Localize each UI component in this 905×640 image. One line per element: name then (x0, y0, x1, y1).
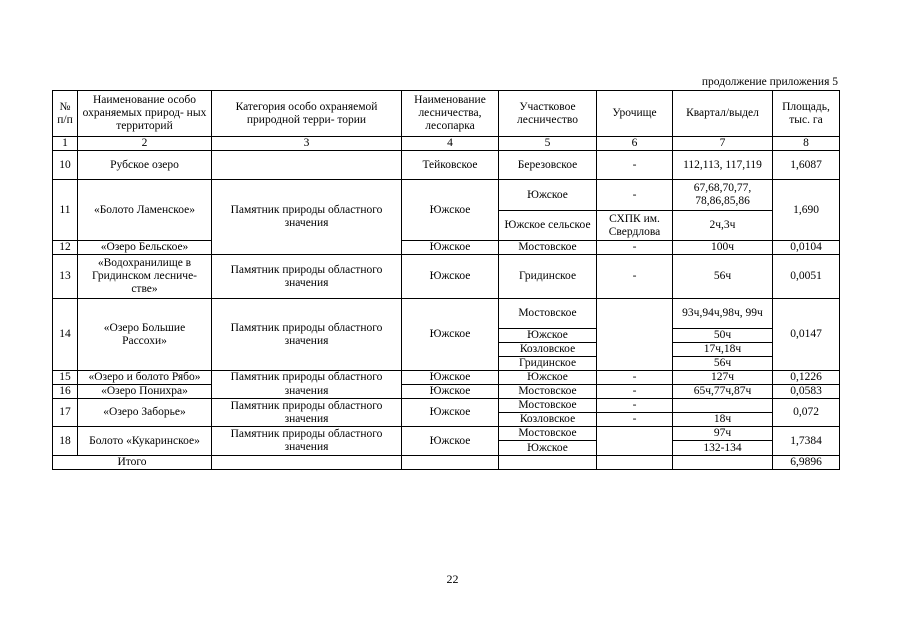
table-row (53, 180, 840, 211)
cell-area: 1,6087 (773, 151, 840, 180)
cell-tract: - (597, 255, 673, 299)
header-quarter: Квартал/выдел (673, 91, 773, 137)
total-empty (212, 456, 402, 470)
cell-area: 0,0104 (773, 241, 840, 255)
header-tract: Урочище (597, 91, 673, 137)
cell-category: значения (212, 385, 402, 399)
cell-district: Южское (499, 329, 597, 343)
cell-forestry: Южское (402, 371, 499, 385)
table-row (53, 371, 840, 385)
total-empty (499, 456, 597, 470)
cell-quarter: 112,113, 117,119 (673, 151, 773, 180)
cell-quarter: 50ч (673, 329, 773, 343)
header-row (53, 91, 840, 137)
cell-category: Памятник природы областного значения (212, 399, 402, 427)
cell-forestry: Южское (402, 385, 499, 399)
cell-category: Памятник природы областного (212, 371, 402, 385)
cell-quarter: 67,68,70,77, 78,86,85,86 (673, 180, 773, 211)
cell-district: Гридинское (499, 255, 597, 299)
cell-name: «Озеро Заборье» (78, 399, 212, 427)
cell-name: «Водохранилище в Гридинском лесниче- стве» (78, 255, 212, 299)
table-row (53, 151, 840, 180)
total-empty (597, 456, 673, 470)
cell-category: Памятник природы областного значения (212, 427, 402, 456)
cell-forestry: Южское (402, 427, 499, 456)
cell-forestry: Южское (402, 180, 499, 241)
cell-quarter: 97ч (673, 427, 773, 441)
cell-area: 0,0051 (773, 255, 840, 299)
col-number: 8 (773, 137, 840, 151)
cell-category: Памятник природы областного значения (212, 299, 402, 371)
cell-name: «Болото Ламенское» (78, 180, 212, 241)
table-row (53, 399, 840, 413)
table-row (53, 427, 840, 441)
cell-num: 18 (53, 427, 78, 456)
col-number: 2 (78, 137, 212, 151)
cell-quarter: 56ч (673, 255, 773, 299)
cell-district: Мостовское (499, 241, 597, 255)
cell-num: 17 (53, 399, 78, 427)
cell-area: 0,0147 (773, 299, 840, 371)
cell-num: 16 (53, 385, 78, 399)
cell-tract (597, 427, 673, 456)
cell-area: 0,0583 (773, 385, 840, 399)
cell-quarter: 93ч,94ч,98ч, 99ч (673, 299, 773, 329)
continuation-caption: продолжение приложения 5 (701, 76, 838, 88)
page-number: 22 (446, 572, 459, 586)
cell-area: 0,1226 (773, 371, 840, 385)
cell-category: Памятник природы областного значения (212, 255, 402, 299)
cell-area: 0,072 (773, 399, 840, 427)
cell-quarter: 18ч (673, 413, 773, 427)
cell-tract: - (597, 151, 673, 180)
table-row (53, 255, 840, 299)
cell-name: «Озеро Бельское» (78, 241, 212, 255)
cell-forestry: Южское (402, 299, 499, 371)
cell-name: «Озеро Понихра» (78, 385, 212, 399)
col-number: 7 (673, 137, 773, 151)
cell-district: Южское (499, 371, 597, 385)
cell-area: 1,7384 (773, 427, 840, 456)
cell-tract (597, 299, 673, 371)
cell-quarter: 65ч,77ч,87ч (673, 385, 773, 399)
header-district: Участковое лесничество (499, 91, 597, 137)
cell-forestry: Южское (402, 255, 499, 299)
cell-district: Южское (499, 441, 597, 456)
cell-quarter: 100ч (673, 241, 773, 255)
header-num: № п/п (53, 91, 78, 137)
cell-tract: - (597, 413, 673, 427)
cell-tract: - (597, 399, 673, 413)
cell-num: 10 (53, 151, 78, 180)
cell-tract: - (597, 385, 673, 399)
total-empty (402, 456, 499, 470)
cell-forestry: Южское (402, 241, 499, 255)
cell-quarter: 127ч (673, 371, 773, 385)
cell-district: Березовское (499, 151, 597, 180)
table-row (53, 241, 840, 255)
cell-quarter: 17ч,18ч (673, 343, 773, 357)
cell-district: Южское сельское (499, 211, 597, 241)
cell-tract: - (597, 371, 673, 385)
header-area: Площадь, тыс. га (773, 91, 840, 137)
cell-quarter: 2ч,3ч (673, 211, 773, 241)
col-number: 4 (402, 137, 499, 151)
total-row (53, 456, 840, 470)
col-number: 5 (499, 137, 597, 151)
cell-name: Болото «Кукаринское» (78, 427, 212, 456)
total-area: 6,9896 (773, 456, 840, 470)
cell-num: 12 (53, 241, 78, 255)
table-row (53, 385, 840, 399)
cell-district: Мостовское (499, 299, 597, 329)
cell-district: Козловское (499, 343, 597, 357)
col-number: 6 (597, 137, 673, 151)
column-number-row (53, 137, 840, 151)
cell-district: Козловское (499, 413, 597, 427)
cell-quarter (673, 399, 773, 413)
col-number: 3 (212, 137, 402, 151)
cell-num: 13 (53, 255, 78, 299)
cell-district: Мостовское (499, 399, 597, 413)
cell-area: 1,690 (773, 180, 840, 241)
protected-areas-table (52, 90, 840, 470)
cell-tract: - (597, 241, 673, 255)
cell-name: «Озеро и болото Рябо» (78, 371, 212, 385)
cell-quarter: 132-134 (673, 441, 773, 456)
header-forestry: Наименование лесничества, лесопарка (402, 91, 499, 137)
cell-name: Рубское озеро (78, 151, 212, 180)
cell-name: «Озеро Большие Рассохи» (78, 299, 212, 371)
cell-num: 15 (53, 371, 78, 385)
cell-quarter: 56ч (673, 357, 773, 371)
table-row (53, 299, 840, 329)
cell-district: Гридинское (499, 357, 597, 371)
cell-tract: СХПК им. Свердлова (597, 211, 673, 241)
cell-district: Мостовское (499, 427, 597, 441)
total-label: Итого (53, 456, 212, 470)
cell-category: Памятник природы областного значения (212, 180, 402, 255)
total-empty (673, 456, 773, 470)
cell-num: 14 (53, 299, 78, 371)
cell-num: 11 (53, 180, 78, 241)
cell-district: Южское (499, 180, 597, 211)
cell-forestry: Южское (402, 399, 499, 427)
cell-forestry: Тейковское (402, 151, 499, 180)
header-name: Наименование особо охраняемых природ- ных территорий (78, 91, 212, 137)
cell-category (212, 151, 402, 180)
cell-tract: - (597, 180, 673, 211)
header-category: Категория особо охраняемой природной терри- тории (212, 91, 402, 137)
cell-district: Мостовское (499, 385, 597, 399)
col-number: 1 (53, 137, 78, 151)
